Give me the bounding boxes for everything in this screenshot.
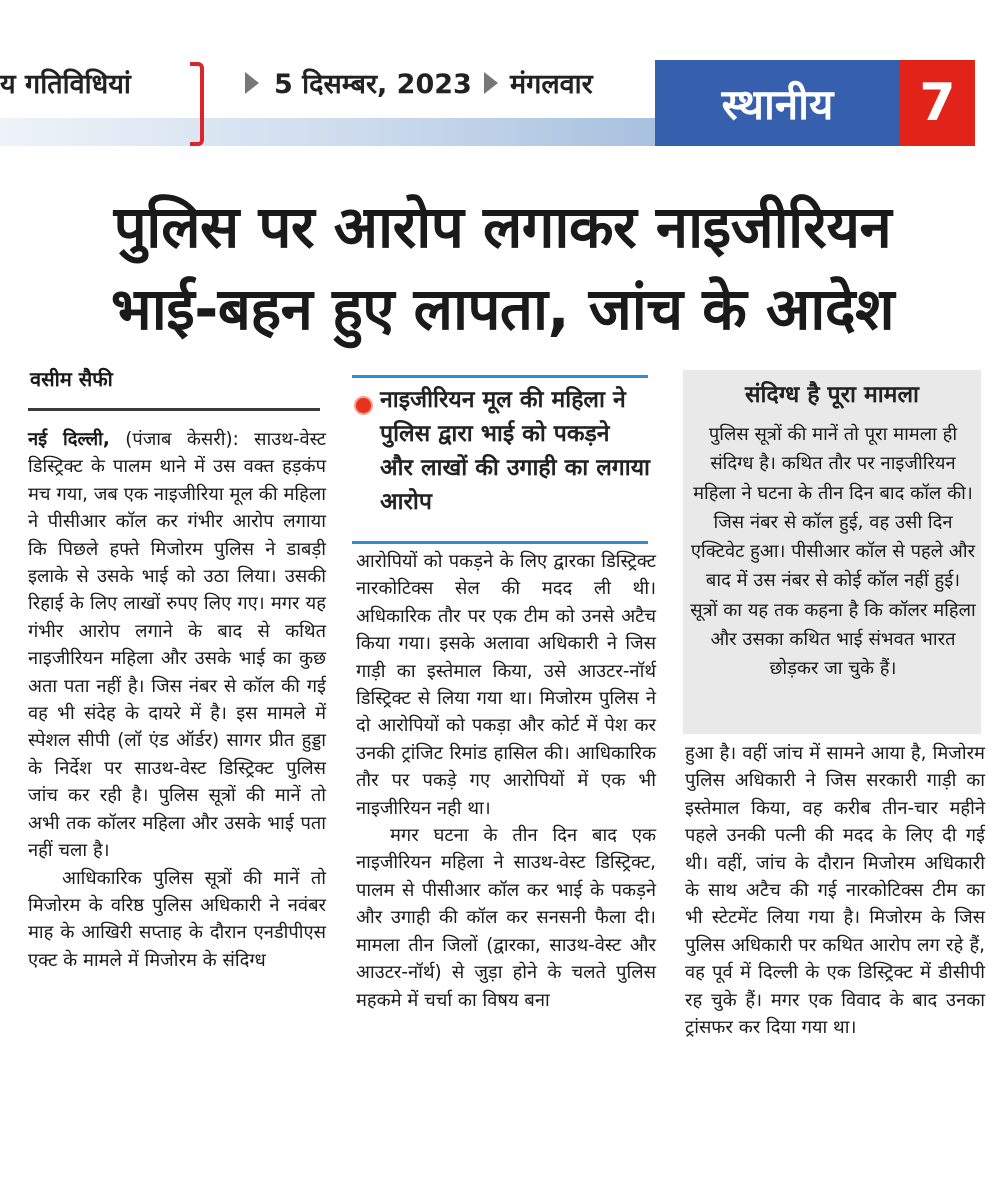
article-column-1 bbox=[28, 426, 326, 974]
dateline: नई दिल्ली, bbox=[28, 429, 110, 450]
article-column-3 bbox=[685, 740, 985, 1041]
masthead-gradient-stripe bbox=[0, 118, 660, 146]
red-bracket-divider bbox=[190, 62, 204, 146]
paragraph-text: साउथ-वेस्ट डिस्ट्रिक्ट के पालम थाने में उस वक्त हड़कंप मच गया, जब एक नाइजीरिया मूल की महिला ने पीसीआर कॉल कर गंभीर आरोप लगाया कि पिछले हफ्ते मिजोरम पुलिस ने डाबड़ी इलाके से उसके भाई को उठा लिया। उसकी रिहाई के लिए लाखों रुपए लिए गए। मगर यह गंभीर आरोप लगाने के बाद से कथित नाइजीरियन महिला और उसके भाई का कुछ अता पता नहीं है। जिस नंबर से कॉल की गई वह भी संदेह के दायरे में है। इस मामले में स्पेशल सीपी (लॉ एंड ऑर्डर) सागर प्रीत हुड्डा के निर्देश पर साउथ-वेस्ट डिस्ट्रिक्ट पुलिस जांच कर रही है। पुलिस सूत्रों की मानें तो अभी तक कॉलर महिला और उसके भाई पता नहीं चला है। bbox=[28, 429, 327, 862]
sidebar-body: पुलिस सूत्रों की मानें तो पूरा मामला ही संदिग्ध है। कथित तौर पर नाइजीरियन महिला ने घटना के तीन दिन बाद कॉल की। जिस नंबर से कॉल हुई, वह उसी दिन एक्टिवेट हुआ। पीसीआर कॉल से पहले और बाद में उस नंबर से कोई कॉल नहीं हुई। सूत्रों का यह तक कहना है कि कॉलर महिला और उसका कथित भाई संभवत भारत छोड़कर जा चुके हैं। bbox=[690, 424, 976, 680]
article-paragraph bbox=[28, 426, 326, 865]
section-tab: स्थानीय bbox=[655, 60, 900, 146]
byline-rule bbox=[28, 408, 320, 411]
issue-weekday: मंगलवार bbox=[510, 69, 593, 100]
article-paragraph: हुआ है। वहीं जांच में सामने आया है, मिजोरम पुलिस अधिकारी ने जिस सरकारी गाड़ी का इस्तेमाल किया, वह करीब तीन-चार महीने पहले उनकी पत्नी की मदद के लिए दी गई थी। वहीं, जांच के दौरान मिजोरम अधिकारी के साथ अटैच की गई नारकोटिक्स टीम का भी स्टेटमेंट लिया गया है। मिजोरम के जिस पुलिस अधिकारी पर कथित आरोप लग रहे हैं, वह पूर्व में दिल्ली के एक डिस्ट्रिक्ट में डीसीपी रह चुके हैं। मगर एक विवाद के बाद उनका ट्रांसफर कर दिया गया था। bbox=[685, 743, 985, 1039]
news-source: (पंजाब केसरी): bbox=[109, 429, 239, 450]
headline-line-1: पुलिस पर आरोप लगाकर नाइजीरियन bbox=[113, 193, 892, 261]
sidebar-title: संदिग्ध है पूरा मामला bbox=[744, 382, 919, 408]
pull-quote-bottom-rule bbox=[352, 541, 648, 544]
article-paragraph: आधिकारिक पुलिस सूत्रों की मानें तो मिजोरम के वरिष्ठ पुलिस अधिकारी ने नवंबर माह के आखिरी सप्ताह के दौरान एनडीपीएस एक्ट के मामले में मिजोरम के संदिग्ध bbox=[28, 867, 326, 971]
pull-quote-top-rule bbox=[352, 375, 648, 378]
page-number: 7 bbox=[900, 60, 975, 146]
article-paragraph: मगर घटना के तीन दिन बाद एक नाइजीरियन महिला ने साउथ-वेस्ट डिस्ट्रिक्ट, पालम से पीसीआर कॉल कर भाई के पकड़ने और उगाही की कॉल कर सनसनी फैला दी। मामला तीन जिलों (द्वारका, साउथ-वेस्ट और आउटर-नॉर्थ) से जुड़ा होने के चलते पुलिस महकमे में चर्चा का विषय बना bbox=[356, 825, 656, 1011]
headline bbox=[20, 186, 985, 350]
pull-quote: नाइजीरियन मूल की महिला ने पुलिस द्वारा भाई को पकड़ने और लाखों की उगाही का लगाया आरोप bbox=[380, 387, 651, 515]
byline: वसीम सैफी bbox=[30, 367, 113, 391]
issue-date: 5 दिसम्बर, 2023 bbox=[274, 69, 472, 100]
arrow-right-icon bbox=[245, 72, 259, 94]
arrow-right-icon bbox=[484, 72, 498, 94]
article-column-2 bbox=[356, 548, 656, 1014]
headline-line-2: भाई-बहन हुए लापता, जांच के आदेश bbox=[110, 275, 895, 343]
bullet-dot-icon bbox=[356, 398, 371, 413]
section-left-label: य गतिविधियां bbox=[0, 69, 131, 100]
article-paragraph: आरोपियों को पकड़ने के लिए द्वारका डिस्ट्रिक्ट नारकोटिक्स सेल की मदद ली थी। अधिकारिक तौर पर एक टीम को उनसे अटैच किया गया। इसके अलावा अधिकारी ने जिस गाड़ी का इस्तेमाल किया, उसे आउटर-नॉर्थ डिस्ट्रिक्ट से लिया गया था। मिजोरम पुलिस ने दो आरोपियों को पकड़ा और कोर्ट में पेश कर उनकी ट्रांजिट रिमांड हासिल की। आधिकारिक तौर पर पकड़े गए आरोपियों में एक भी नाइजीरियन नही था। bbox=[356, 551, 656, 819]
